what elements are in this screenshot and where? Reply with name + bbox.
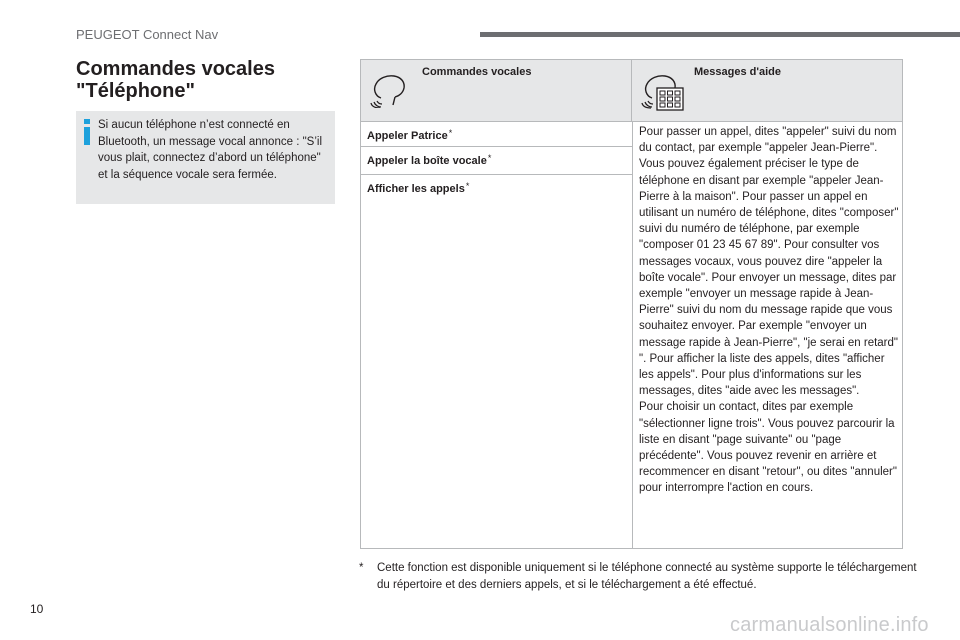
watermark: carmanualsonline.info bbox=[730, 614, 929, 636]
page-number: 10 bbox=[30, 602, 44, 616]
footnote-text: Cette fonction est disponible uniquement si le téléphone connecté au système supporte le téléchargement du répertoire et des derniers appels, et si le téléchargement a été effectué. bbox=[377, 562, 917, 591]
header-divider-bar bbox=[480, 32, 960, 37]
commands-header-label: Commandes vocales bbox=[422, 66, 532, 78]
table-row bbox=[361, 147, 632, 174]
section-title bbox=[76, 58, 336, 102]
section-title-line-2: "Téléphone" bbox=[76, 80, 195, 102]
column-separator bbox=[632, 121, 633, 549]
command-text: Appeler la boîte vocale bbox=[367, 155, 487, 167]
command-text: Appeler Patrice bbox=[367, 130, 448, 142]
footnote-marker: * bbox=[359, 562, 364, 574]
command-cell bbox=[367, 181, 469, 195]
info-box bbox=[76, 111, 335, 204]
footnote bbox=[359, 560, 919, 593]
command-cell bbox=[367, 153, 491, 167]
info-box-text: Si aucun téléphone n’est connecté en Bluetooth, un message vocal annonce : "S’il vous plait, connectez d’abord un téléphone" et la séquence vocale sera fermée. bbox=[98, 119, 322, 181]
table-header-commands bbox=[361, 60, 632, 121]
command-text: Afficher les appels bbox=[367, 183, 465, 195]
voice-commands-table bbox=[360, 59, 903, 549]
command-cell bbox=[367, 128, 452, 142]
footnote-marker: * bbox=[465, 181, 470, 191]
help-header-label: Messages d'aide bbox=[694, 66, 781, 78]
footnote-marker: * bbox=[487, 153, 492, 163]
table-row bbox=[361, 122, 632, 146]
help-message-text: Pour passer un appel, dites "appeler" suivi du nom du contact, par exemple "appeler Jean-Pierre". Vous pouvez également préciser le type de téléphone en disant par exemple "appeler Jean-Pierre à la maison". Pour passer un appel en utilisant un numéro de téléphone, dites "composer" suivi du numéro de téléphone, par exemple "composer 01 23 45 67 89". Pour consulter vos messages vocaux, vous pouvez dire "appeler la boîte vocale". Pour envoyer un message, dites par exemple "envoyer un message rapide à Jean-Pierre" suivi du nom du message rapide que vous souhaitez envoyer. Par exemple "envoyer un message rapide à Jean-Pierre", "je serai en retard" ". Pour afficher la liste des appels, dites "afficher les appels". Pour plus d'informations sur les messages, dites "aide avec les messages". Pour choisir un contact, dites par exemple "sélectionner ligne trois". Vous pouvez parcourir la liste en disant "page suivante" ou "page précédente". Vous pouvez revenir en arrière et recommencer en disant "retour", ou dites "annuler" pour interrompre l'action en cours. bbox=[639, 126, 899, 495]
footnote-marker: * bbox=[448, 128, 453, 138]
table-header-help bbox=[632, 60, 902, 121]
info-icon bbox=[84, 119, 90, 145]
voice-keypad-icon bbox=[640, 72, 686, 112]
voice-command-icon bbox=[369, 72, 409, 108]
manual-header-title: PEUGEOT Connect Nav bbox=[76, 27, 219, 42]
table-row bbox=[361, 175, 632, 205]
section-title-line-1: Commandes vocales bbox=[76, 58, 275, 80]
